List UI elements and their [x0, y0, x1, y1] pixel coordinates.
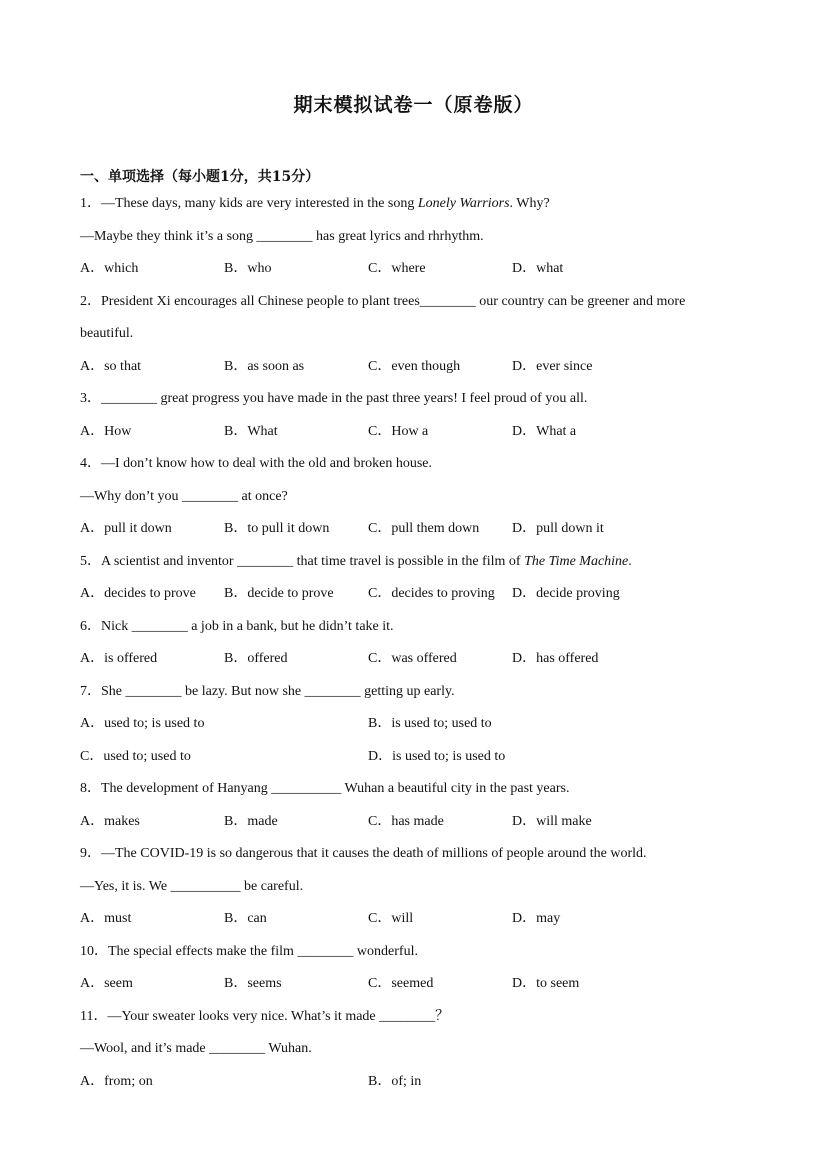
question-8-options	[80, 810, 740, 843]
option-a[interactable]: A．must	[80, 911, 132, 926]
option-b[interactable]: B．What	[224, 423, 278, 439]
question-3-stem: 3．________ great progress you have made in the past three years! I feel proud of you all.	[80, 391, 588, 406]
option-c[interactable]: C．pull them down	[368, 521, 480, 536]
question-11-options-row1	[80, 1070, 740, 1103]
option-d[interactable]: D．to seem	[512, 976, 580, 991]
question-9-response: —Yes, it is. We __________ be careful.	[80, 878, 304, 894]
option-d[interactable]: D．What a	[512, 423, 577, 439]
option-b[interactable]: B．as soon as	[224, 358, 305, 374]
option-c[interactable]: C．has made	[368, 813, 444, 829]
option-d[interactable]: D．what	[512, 261, 564, 276]
option-b[interactable]: B．is used to; used to	[368, 716, 492, 731]
question-9-options	[80, 907, 740, 940]
question-9-stem: 9．—The COVID-19 is so dangerous that it causes the death of millions of people around the world.	[80, 846, 647, 861]
option-b[interactable]: B．seems	[224, 976, 282, 991]
question-8-stem: 8．The development of Hanyang __________ Wuhan a beautiful city in the past years.	[80, 781, 570, 796]
option-b[interactable]: B．offered	[224, 651, 288, 666]
option-b[interactable]: B．made	[224, 813, 278, 829]
question-5-stem: 5．A scientist and inventor ________ that time travel is possible in the film of The Time Machine.	[80, 553, 632, 569]
option-a[interactable]: A．so that	[80, 358, 142, 374]
film-title: The Time Machine	[524, 553, 629, 569]
option-c[interactable]: C．was offered	[368, 651, 457, 666]
question-2-options	[80, 355, 740, 388]
question-list	[80, 192, 740, 1102]
song-title: Lonely Warriors	[417, 196, 510, 211]
option-a[interactable]: A．pull it down	[80, 521, 172, 536]
section-heading: 一、单项选择（每小题1分，共15分）	[80, 169, 320, 185]
option-c[interactable]: C．used to; used to	[80, 748, 191, 764]
option-d[interactable]: D．pull down it	[512, 521, 604, 536]
question-5-options	[80, 582, 740, 615]
option-a[interactable]: A．How	[80, 423, 132, 439]
option-a[interactable]: A．used to; is used to	[80, 716, 205, 731]
option-d[interactable]: D．may	[512, 911, 561, 926]
question-11-stem: 11．—Your sweater looks very nice. What’s it made ________？	[80, 1008, 450, 1024]
option-d[interactable]: D．is used to; is used to	[368, 748, 506, 764]
option-b[interactable]: B．who	[224, 261, 272, 276]
option-a[interactable]: A．from; on	[80, 1073, 153, 1089]
question-4-stem: 4．—I don’t know how to deal with the old and broken house.	[80, 456, 433, 471]
question-1-options	[80, 257, 740, 290]
option-c[interactable]: C．How a	[368, 423, 429, 439]
option-b[interactable]: B．of; in	[368, 1073, 422, 1089]
option-b[interactable]: B．decide to prove	[224, 586, 334, 601]
option-d[interactable]: D．ever since	[512, 358, 593, 374]
question-6-stem: 6．Nick ________ a job in a bank, but he didn’t take it.	[80, 618, 394, 634]
option-a[interactable]: A．decides to prove	[80, 586, 196, 601]
option-a[interactable]: A．which	[80, 261, 139, 276]
question-4-response: —Why don’t you ________ at once?	[80, 488, 288, 504]
option-b[interactable]: B．to pull it down	[224, 521, 330, 536]
question-7-stem: 7．She ________ be lazy. But now she ________ getting up early.	[80, 683, 455, 699]
option-a[interactable]: A．seem	[80, 976, 133, 991]
question-2-stem: 2．President Xi encourages all Chinese people to plant trees________ our country can be greener and more	[80, 293, 686, 309]
option-a[interactable]: A．is offered	[80, 651, 158, 666]
page-title: 期末模拟试卷一（原卷版）	[293, 94, 534, 116]
option-c[interactable]: C．even though	[368, 358, 461, 374]
option-d[interactable]: D．decide proving	[512, 586, 620, 601]
question-7-options-row1	[80, 712, 740, 745]
option-b[interactable]: B．can	[224, 911, 267, 926]
question-7-options-row2	[80, 745, 740, 778]
option-a[interactable]: A．makes	[80, 813, 140, 829]
option-c[interactable]: C．decides to proving	[368, 586, 495, 601]
question-6-options	[80, 647, 740, 680]
question-3-options	[80, 420, 740, 453]
option-d[interactable]: D．will make	[512, 813, 592, 829]
question-4-options	[80, 517, 740, 550]
option-c[interactable]: C．will	[368, 911, 414, 926]
question-2-stem-cont: beautiful.	[80, 326, 134, 341]
question-1-response: —Maybe they think it’s a song ________ has great lyrics and rhrhythm.	[80, 228, 484, 244]
question-1-stem: 1．—These days, many kids are very interested in the song Lonely Warriors. Why?	[80, 196, 550, 211]
option-c[interactable]: C．where	[368, 261, 426, 276]
option-d[interactable]: D．has offered	[512, 651, 599, 666]
option-c[interactable]: C．seemed	[368, 976, 434, 991]
question-10-stem: 10．The special effects make the film ________ wonderful.	[80, 943, 418, 959]
question-10-options	[80, 972, 740, 1005]
question-11-response: —Wool, and it’s made ________ Wuhan.	[80, 1041, 312, 1056]
